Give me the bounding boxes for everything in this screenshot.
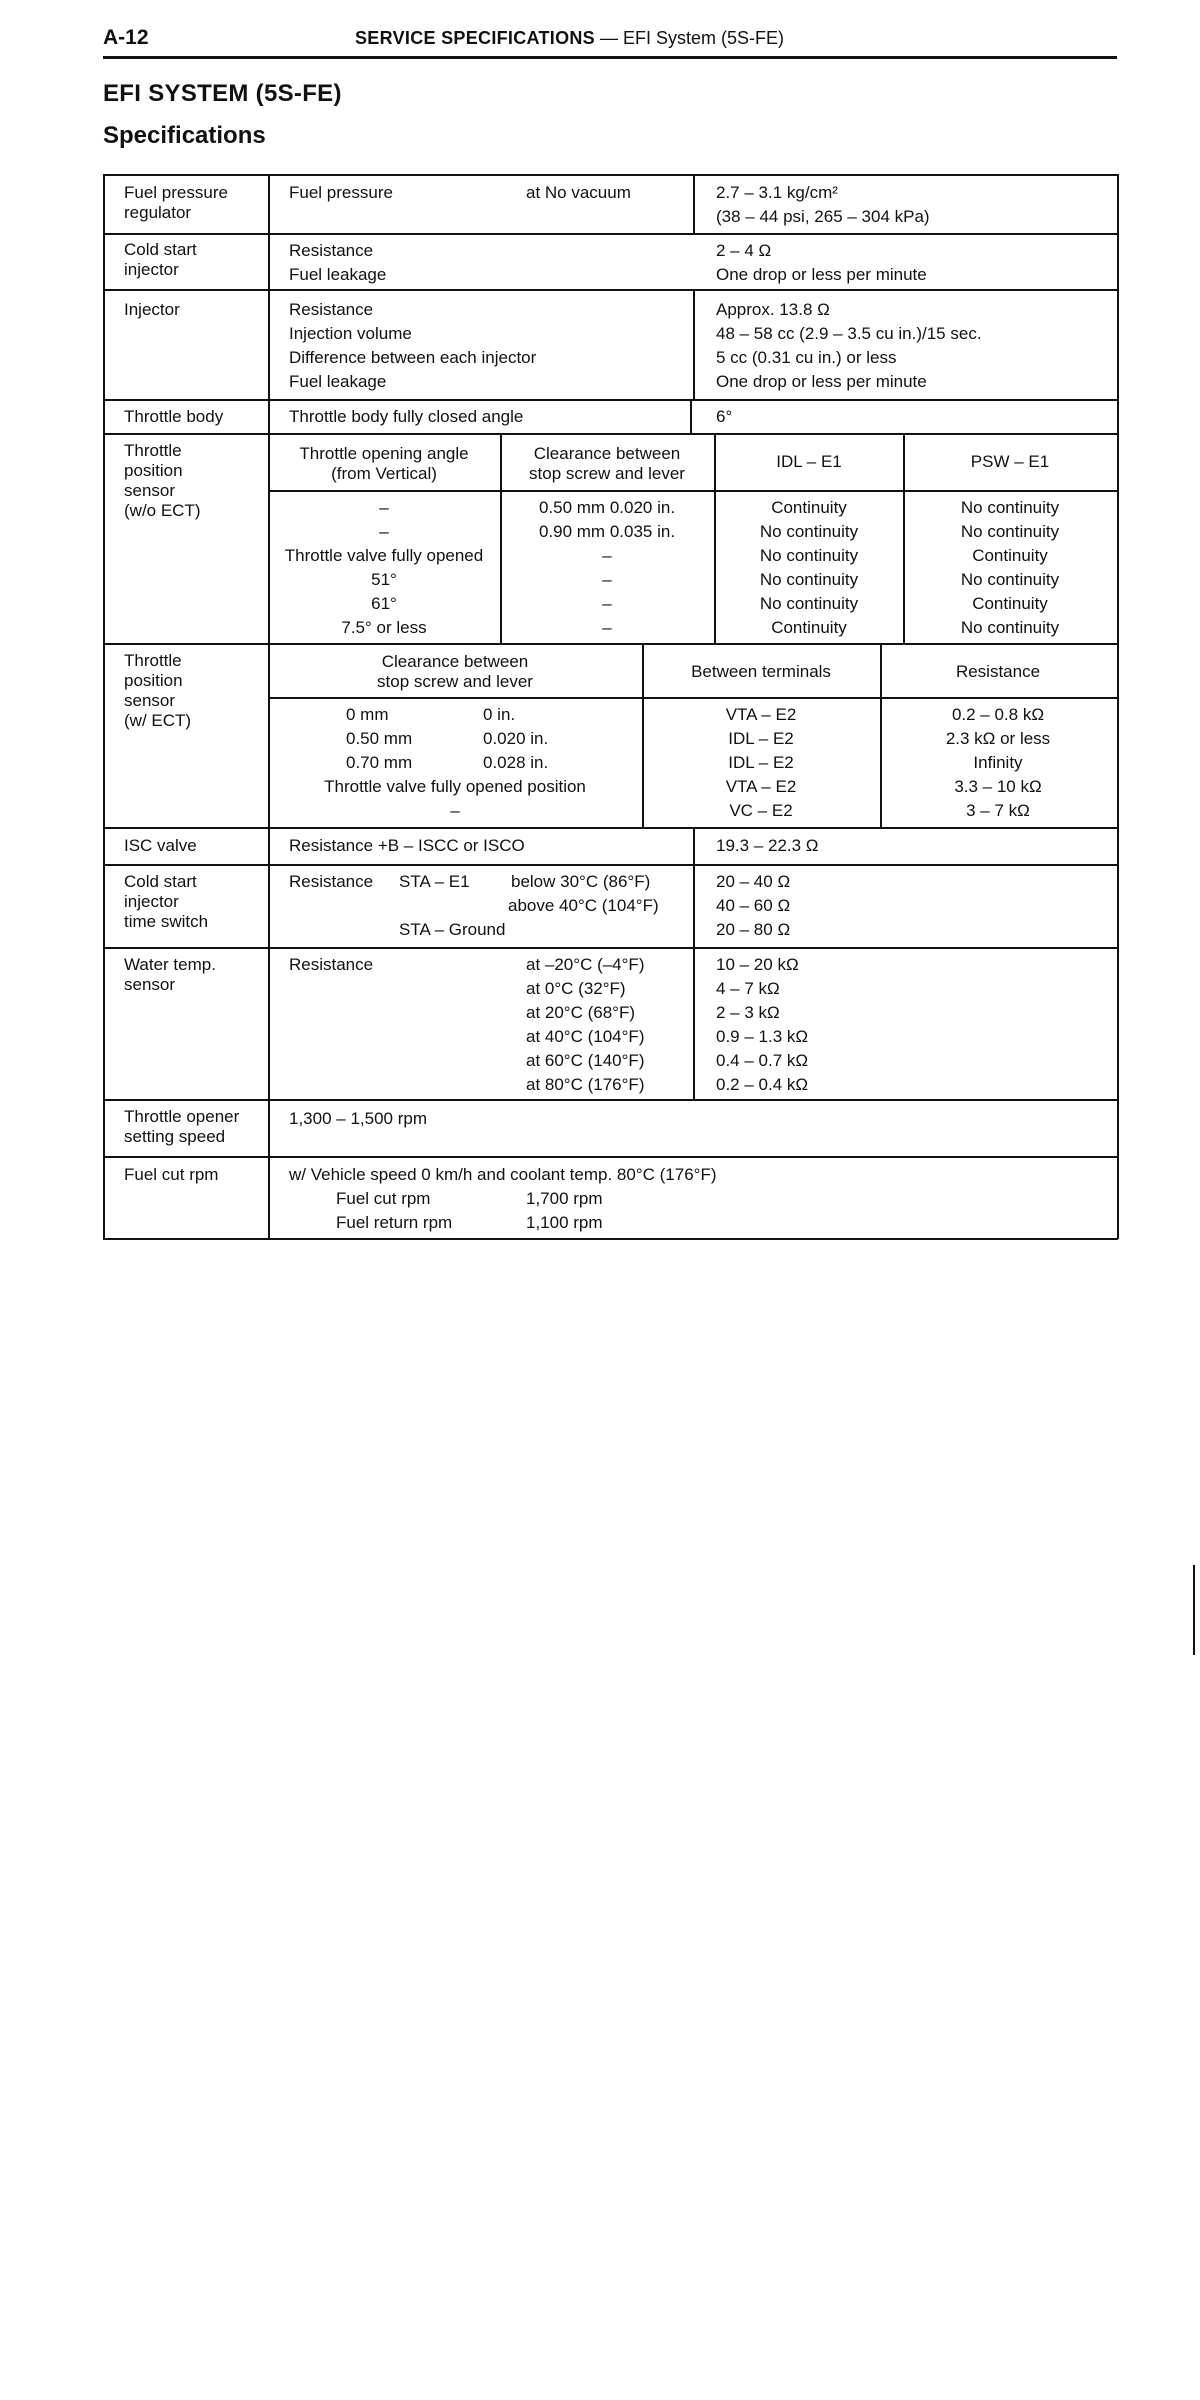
column-header-psw-e1: PSW – E1 [970, 452, 1050, 471]
spec-value: 1,300 – 1,500 rpm [289, 1109, 427, 1128]
section-title: EFI SYSTEM (5S-FE) [103, 80, 342, 107]
table-rule [1117, 174, 1119, 1239]
spec-value: 0.4 – 0.7 kΩ [716, 1051, 809, 1070]
spec-condition: w/ Vehicle speed 0 km/h and coolant temp. 80°C (176°F) [289, 1165, 717, 1184]
table-rule [693, 289, 695, 400]
clearance-cell: 0.50 mm 0.020 in. [538, 498, 676, 517]
clearance-in-cell: 0 in. [483, 705, 516, 724]
psw-cell: No continuity [960, 498, 1060, 517]
table-rule [103, 827, 1118, 829]
idl-cell: No continuity [759, 594, 859, 613]
idl-cell: Continuity [771, 618, 847, 637]
spec-condition: at 40°C (104°F) [526, 1027, 645, 1046]
idl-cell: No continuity [759, 522, 859, 541]
opening-angle-cell: 51° [371, 570, 397, 589]
table-rule [690, 399, 692, 434]
row-label-cold-start-injector: injector [124, 260, 179, 279]
row-label-throttle-opener: setting speed [124, 1127, 226, 1146]
spec-value: Approx. 13.8 Ω [716, 300, 830, 319]
spec-condition: at No vacuum [526, 183, 631, 202]
spec-value: 40 – 60 Ω [716, 896, 791, 915]
row-label-fuel-pressure-regulator: Fuel pressure [124, 183, 228, 202]
row-label-time-switch: time switch [124, 912, 209, 931]
column-header-between-terminals: Between terminals [691, 662, 831, 681]
opening-angle-cell: 61° [371, 594, 397, 613]
spec-item: Fuel leakage [289, 265, 387, 284]
table-rule [103, 233, 1118, 235]
column-header-opening-angle: Throttle opening angle [299, 444, 469, 463]
idl-cell: No continuity [759, 570, 859, 589]
table-rule [103, 1238, 1118, 1240]
spec-value: 2 – 3 kΩ [716, 1003, 780, 1022]
subsection-title: Specifications [103, 122, 266, 149]
spec-item: Resistance [289, 872, 374, 891]
spec-condition: at 80°C (176°F) [526, 1075, 645, 1094]
column-header-clearance: stop screw and lever [529, 464, 685, 483]
row-label-time-switch: Cold start [124, 872, 197, 891]
spec-value: (38 – 44 psi, 265 – 304 kPa) [716, 207, 930, 226]
spec-value: 20 – 40 Ω [716, 872, 791, 891]
row-label-throttle-body: Throttle body [124, 407, 224, 426]
table-rule [103, 643, 1118, 645]
opening-angle-cell: – [379, 522, 389, 541]
opening-angle-cell: – [379, 498, 389, 517]
table-rule [103, 174, 105, 1239]
row-label-throttle-opener: Throttle opener [124, 1107, 240, 1126]
spec-value: 4 – 7 kΩ [716, 979, 780, 998]
spec-value: 19.3 – 22.3 Ω [716, 836, 819, 855]
table-rule [103, 1156, 1118, 1158]
terminals-cell: IDL – E2 [728, 753, 794, 772]
row-label-water-temp-sensor: Water temp. [124, 955, 216, 974]
row-label-tps-wo-ect: position [124, 461, 183, 480]
psw-cell: No continuity [960, 522, 1060, 541]
table-rule [693, 174, 695, 234]
spec-terminal: STA – E1 [399, 872, 470, 891]
clearance-cell: – [602, 546, 612, 565]
clearance-mm-cell: 0 mm [346, 705, 389, 724]
spec-value: 2.7 – 3.1 kg/cm² [716, 183, 838, 202]
row-label-fuel-cut-rpm: Fuel cut rpm [124, 1165, 219, 1184]
terminals-cell: VC – E2 [729, 801, 793, 820]
running-title [355, 28, 784, 49]
row-label-time-switch: injector [124, 892, 179, 911]
clearance-in-cell: 0.028 in. [483, 753, 549, 772]
resistance-cell: 3 – 7 kΩ [966, 801, 1030, 820]
spec-value: 20 – 80 Ω [716, 920, 791, 939]
spec-value: 1,700 rpm [526, 1189, 603, 1208]
row-label-isc-valve: ISC valve [124, 836, 197, 855]
table-rule [693, 827, 695, 1100]
clearance-cell: Throttle valve fully opened position [324, 777, 586, 796]
spec-item: Resistance [289, 955, 374, 974]
row-label-injector: Injector [124, 300, 180, 319]
spec-value: One drop or less per minute [716, 265, 927, 284]
table-rule [880, 643, 882, 828]
idl-cell: Continuity [771, 498, 847, 517]
table-rule [903, 433, 905, 644]
column-header-idl-e1: IDL – E1 [776, 452, 842, 471]
row-label-tps-wo-ect: (w/o ECT) [124, 501, 201, 520]
spec-item: Fuel pressure [289, 183, 393, 202]
row-label-tps-w-ect: position [124, 671, 183, 690]
table-rule [642, 643, 644, 828]
table-rule [268, 490, 1118, 492]
clearance-cell: 0.90 mm 0.035 in. [538, 522, 676, 541]
clearance-cell: – [602, 594, 612, 613]
psw-cell: Continuity [972, 594, 1048, 613]
clearance-mm-cell: 0.70 mm [346, 753, 413, 772]
terminals-cell: VTA – E2 [725, 777, 797, 796]
table-rule [268, 174, 270, 1239]
terminals-cell: IDL – E2 [728, 729, 794, 748]
spec-item: Difference between each injector [289, 348, 537, 367]
spec-value: One drop or less per minute [716, 372, 927, 391]
spec-condition: at –20°C (–4°F) [526, 955, 645, 974]
spec-condition: at 20°C (68°F) [526, 1003, 636, 1022]
table-rule [103, 174, 1118, 176]
spec-condition: at 0°C (32°F) [526, 979, 626, 998]
spec-item: Fuel cut rpm [336, 1189, 431, 1208]
spec-value: 0.9 – 1.3 kΩ [716, 1027, 809, 1046]
spec-item: Injection volume [289, 324, 412, 343]
resistance-cell: 0.2 – 0.8 kΩ [951, 705, 1045, 724]
row-label-water-temp-sensor: sensor [124, 975, 176, 994]
spec-item: Resistance [289, 241, 374, 260]
spec-value: 1,100 rpm [526, 1213, 603, 1232]
table-rule [268, 697, 1118, 699]
opening-angle-cell: 7.5° or less [341, 618, 427, 637]
spec-value: 5 cc (0.31 cu in.) or less [716, 348, 897, 367]
psw-cell: Continuity [972, 546, 1048, 565]
clearance-in-cell: 0.020 in. [483, 729, 549, 748]
idl-cell: No continuity [759, 546, 859, 565]
column-header-clearance: Clearance between [533, 444, 681, 463]
spec-item: Throttle body fully closed angle [289, 407, 524, 426]
spec-value: 6° [716, 407, 733, 426]
table-rule [103, 864, 1118, 866]
column-header-resistance: Resistance [955, 662, 1041, 681]
table-rule [103, 947, 1118, 949]
opening-angle-cell: Throttle valve fully opened [284, 546, 484, 565]
spec-condition: at 60°C (140°F) [526, 1051, 645, 1070]
page-number: A-12 [103, 26, 149, 49]
table-rule [714, 433, 716, 644]
spec-condition: above 40°C (104°F) [508, 896, 659, 915]
clearance-cell: – [450, 801, 460, 820]
spec-item: Resistance [289, 300, 374, 319]
psw-cell: No continuity [960, 618, 1060, 637]
spec-value: 48 – 58 cc (2.9 – 3.5 cu in.)/15 sec. [716, 324, 982, 343]
terminals-cell: VTA – E2 [725, 705, 797, 724]
column-header-clearance: Clearance between [381, 652, 529, 671]
spec-item: Fuel leakage [289, 372, 387, 391]
spec-terminal: STA – Ground [399, 920, 506, 939]
spec-value: 0.2 – 0.4 kΩ [716, 1075, 809, 1094]
table-rule [103, 1099, 1118, 1101]
page-header [103, 22, 1117, 59]
resistance-cell: 2.3 kΩ or less [945, 729, 1051, 748]
spec-item: Fuel return rpm [336, 1213, 453, 1232]
row-label-tps-wo-ect: Throttle [124, 441, 182, 460]
table-rule [500, 433, 502, 644]
row-label-fuel-pressure-regulator: regulator [124, 203, 192, 222]
column-header-opening-angle: (from Vertical) [331, 464, 437, 483]
clearance-mm-cell: 0.50 mm [346, 729, 413, 748]
column-header-clearance: stop screw and lever [377, 672, 533, 691]
spec-value: 10 – 20 kΩ [716, 955, 799, 974]
psw-cell: No continuity [960, 570, 1060, 589]
clearance-cell: – [602, 570, 612, 589]
resistance-cell: 3.3 – 10 kΩ [954, 777, 1042, 796]
resistance-cell: Infinity [973, 753, 1023, 772]
spec-condition: below 30°C (86°F) [511, 872, 651, 891]
spec-value: 2 – 4 Ω [716, 241, 772, 260]
spec-item: Resistance +B – ISCC or ISCO [289, 836, 525, 855]
row-label-tps-w-ect: (w/ ECT) [124, 711, 192, 730]
row-label-cold-start-injector: Cold start [124, 240, 197, 259]
table-rule [103, 289, 1118, 291]
margin-mark [1193, 1565, 1195, 1655]
row-label-tps-w-ect: sensor [124, 691, 176, 710]
running-title-bold: SERVICE SPECIFICATIONS [355, 28, 595, 48]
table-rule [103, 399, 1118, 401]
row-label-tps-w-ect: Throttle [124, 651, 182, 670]
table-rule [103, 433, 1118, 435]
running-title-rest: — EFI System (5S-FE) [594, 28, 785, 48]
clearance-cell: – [602, 618, 612, 637]
row-label-tps-wo-ect: sensor [124, 481, 176, 500]
